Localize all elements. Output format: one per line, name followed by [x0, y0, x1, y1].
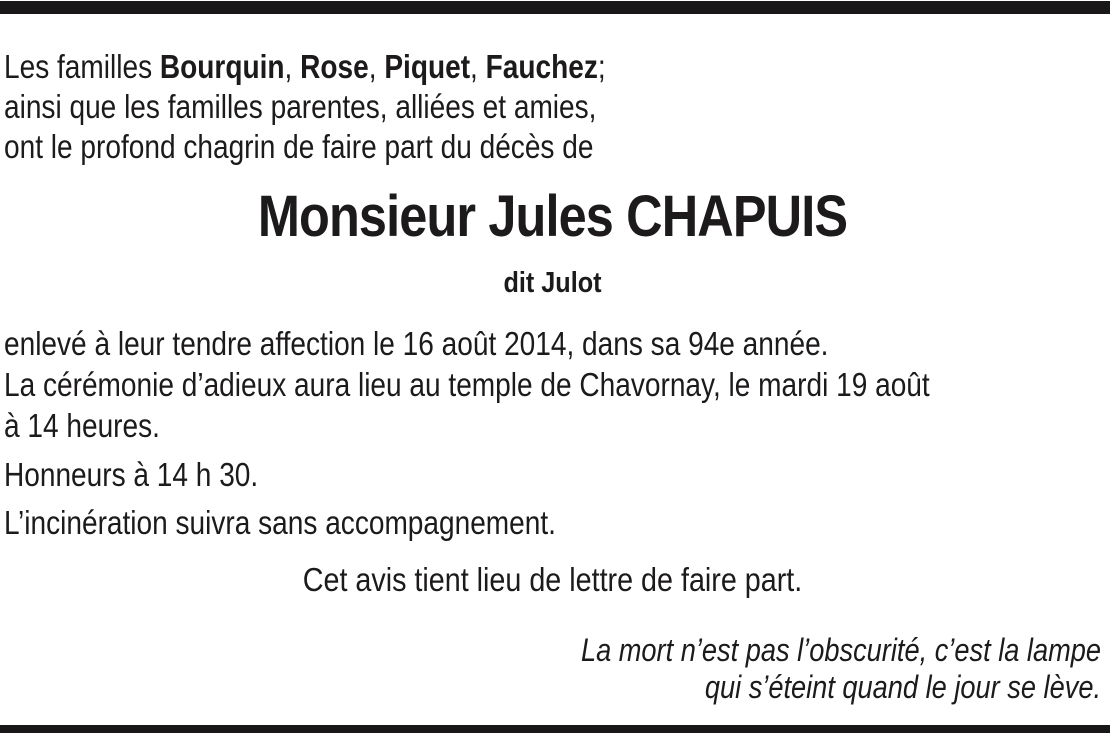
- notice-line: Cet avis tient lieu de lettre de faire part.: [302, 561, 803, 598]
- announcement-block: [4, 323, 1101, 446]
- family-name: Piquet: [384, 48, 471, 85]
- family-name: Bourquin: [159, 48, 285, 85]
- announcement-line-1: enlevé à leur tendre affection le 16 août 2014, dans sa 94e année.: [4, 325, 829, 362]
- top-rule: [0, 1, 1110, 14]
- intro-line-2: ainsi que les familles parentes, alliées et amies,: [4, 88, 597, 125]
- intro-text: ,: [284, 48, 301, 85]
- deceased-nickname: dit Julot: [503, 267, 602, 299]
- intro-block: [4, 47, 1101, 167]
- family-name: Rose: [300, 48, 369, 85]
- quote-line-2: qui s’éteint quand le jour se lève.: [704, 669, 1101, 705]
- intro-text: ;: [597, 48, 606, 85]
- quote-line-1: La mort n’est pas l’obscurité, c’est la lampe: [580, 632, 1101, 668]
- intro-line-3: ont le profond chagrin de faire part du décès de: [4, 128, 594, 165]
- announcement-line-2: La cérémonie d’adieux aura lieu au temple de Chavornay, le mardi 19 août: [4, 366, 930, 403]
- family-name: Fauchez: [485, 48, 598, 85]
- intro-text: Les familles: [4, 48, 160, 85]
- deceased-name-title: Monsieur Jules CHAPUIS: [257, 184, 848, 249]
- notice-content: [4, 14, 1101, 706]
- quote-block: [4, 632, 1101, 706]
- bottom-rule: [0, 725, 1110, 733]
- honneurs-line: Honneurs à 14 h 30.: [4, 456, 259, 493]
- intro-text: ,: [470, 48, 486, 85]
- incineration-line: L’incinération suivra sans accompagnement.: [4, 504, 556, 541]
- intro-line-1: [4, 47, 936, 87]
- announcement-line-3: à 14 heures.: [4, 407, 160, 444]
- intro-text: ,: [368, 48, 385, 85]
